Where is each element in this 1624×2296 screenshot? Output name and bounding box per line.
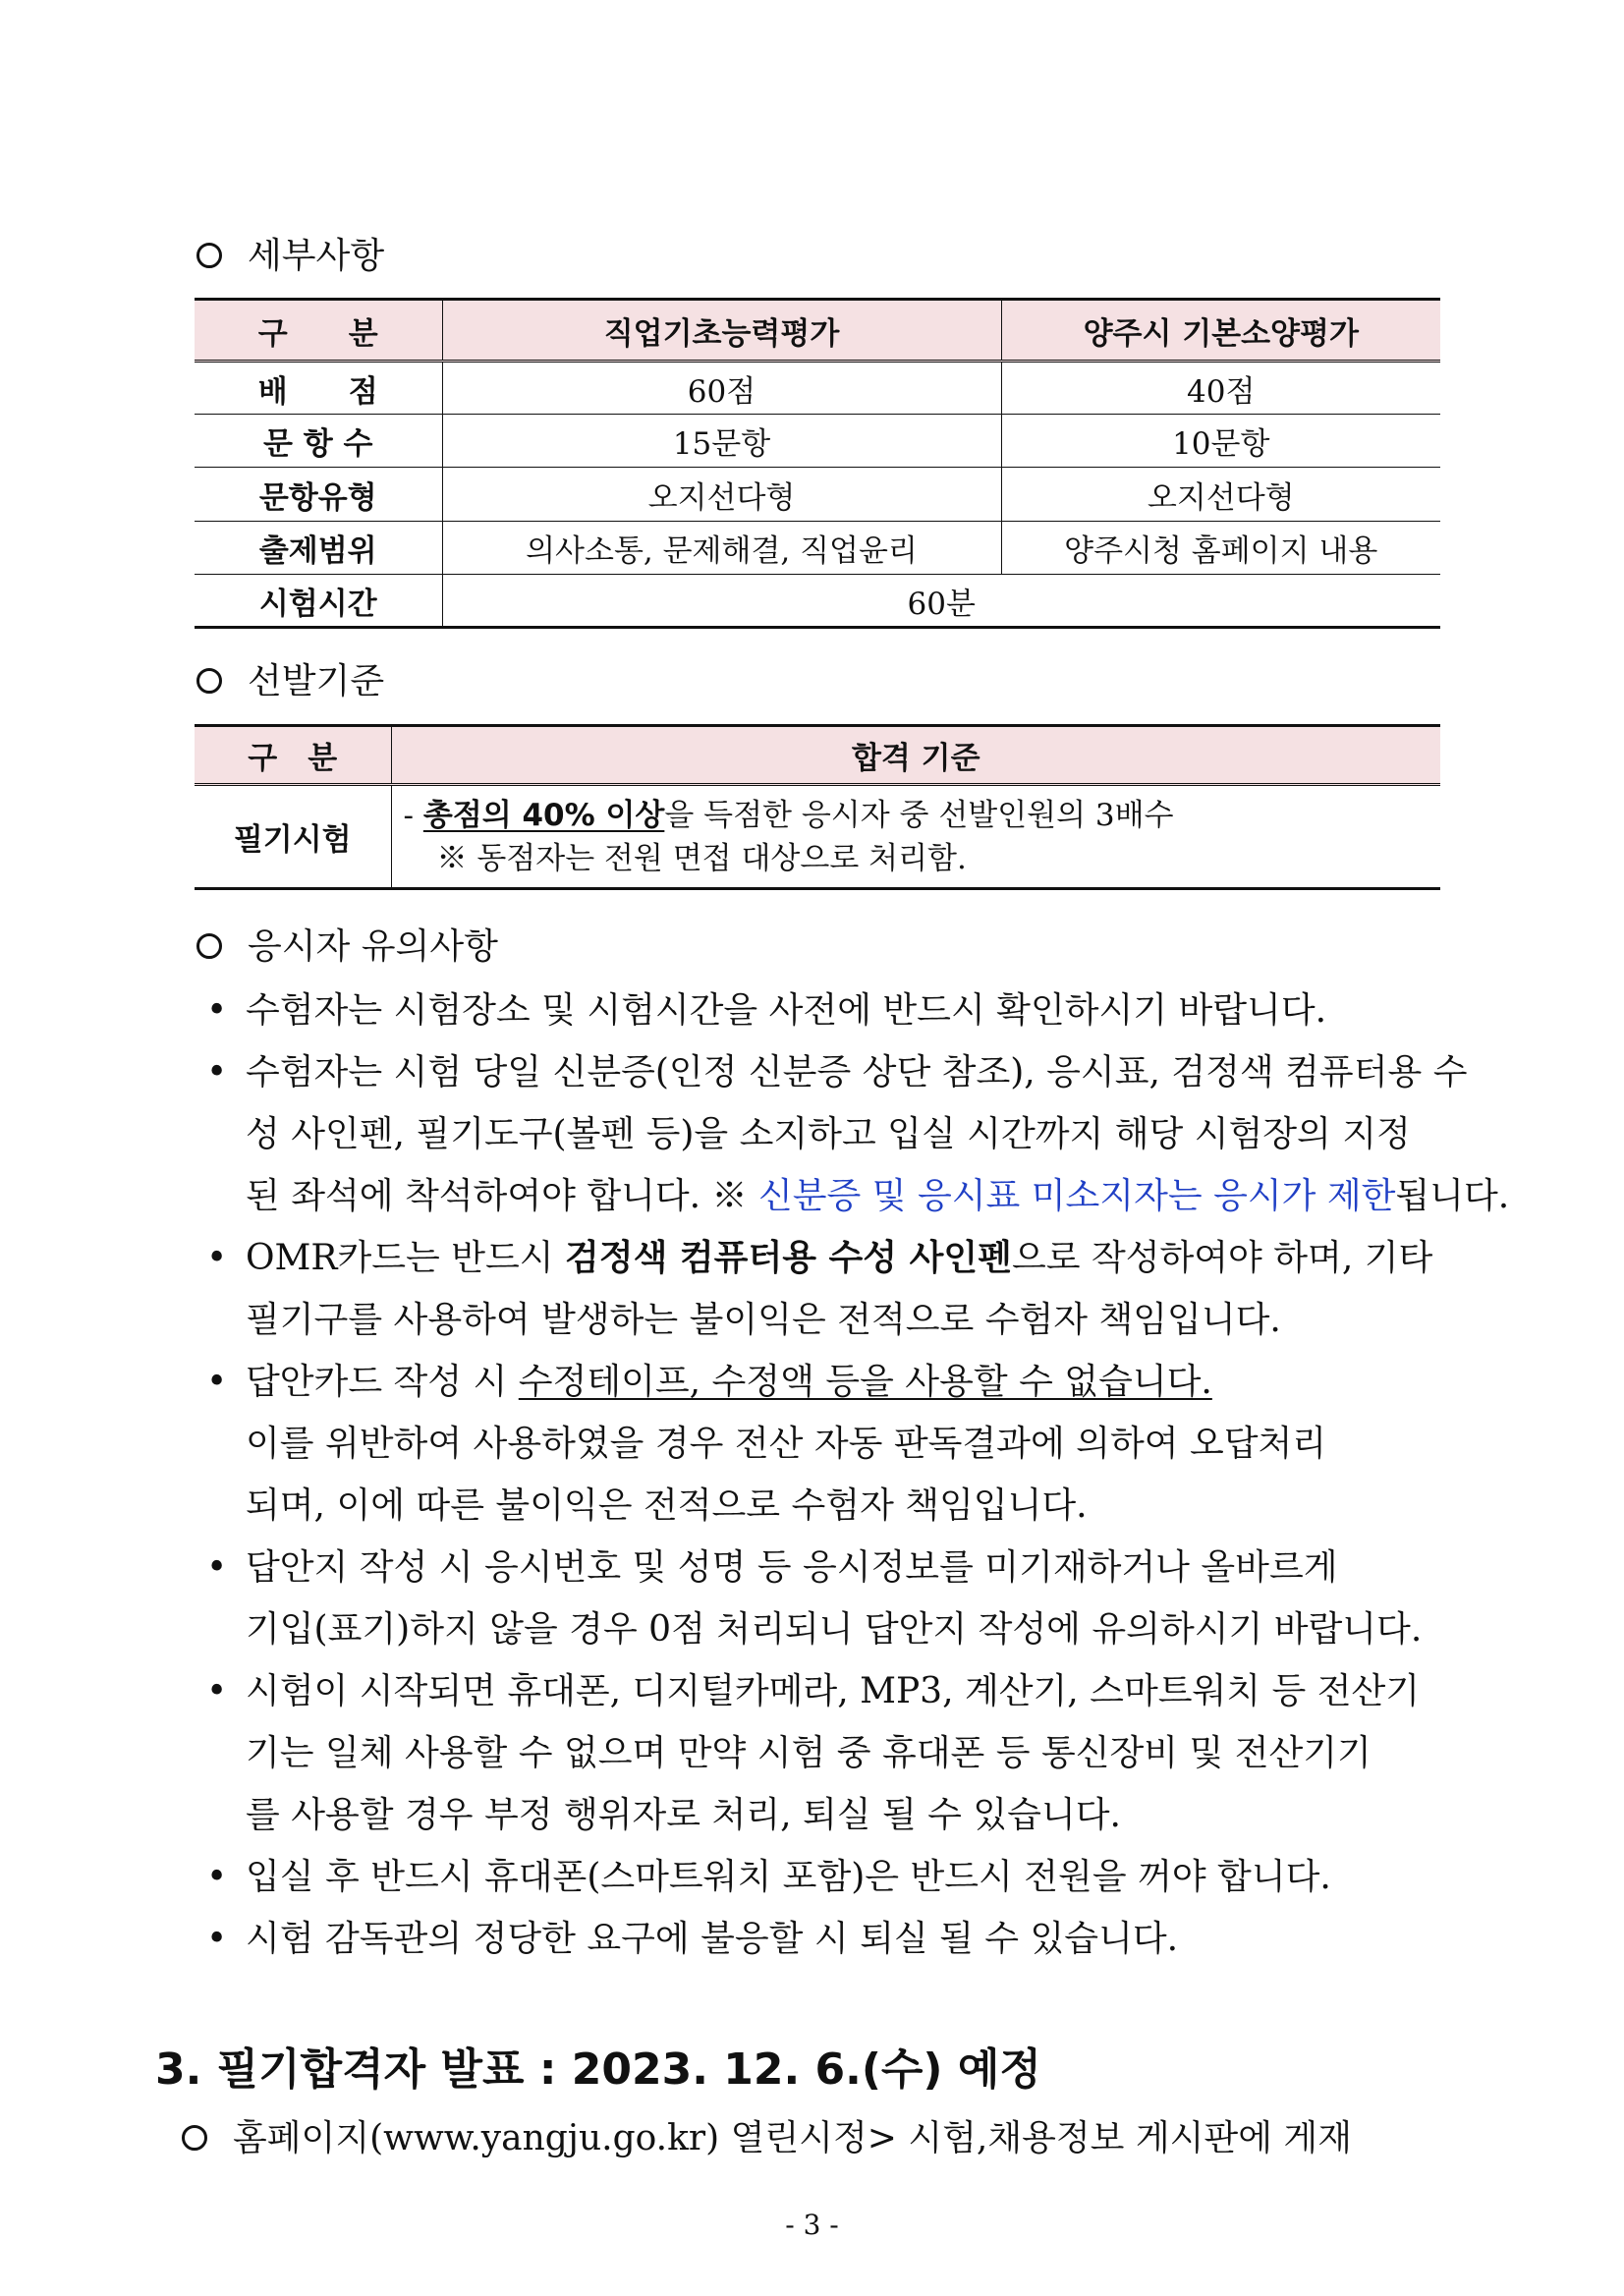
list-item — [206, 1044, 1467, 1094]
row-label: 문 항 수 — [195, 415, 442, 468]
row-label: 배 점 — [195, 362, 442, 415]
note-text: 수험자는 시험장소 및 시험시간을 사전에 반드시 확인하시기 바랍니다. — [246, 990, 1327, 1031]
table-cell: 60점 — [442, 362, 1001, 415]
table-header-cell: 구 분 — [195, 300, 442, 362]
row-label: 시험시간 — [195, 575, 442, 628]
criteria-table — [195, 724, 1440, 890]
announcement-title: 3. 필기합격자 발표 : 2023. 12. 6.(수) 예정 — [155, 2044, 1041, 2095]
table-header-cell: 구 분 — [195, 726, 391, 785]
bullet-icon: • — [206, 1547, 228, 1588]
list-item — [206, 982, 1326, 1033]
table-cell: 오지선다형 — [442, 468, 1001, 522]
list-item — [206, 1540, 1338, 1590]
list-item — [206, 1354, 1212, 1404]
details-heading-text: 세부사항 — [248, 236, 385, 276]
criteria-heading — [196, 653, 384, 703]
table-header-cell: 합격 기준 — [391, 726, 1440, 785]
note-continuation: 기는 일체 사용할 수 없으며 만약 시험 중 휴대폰 등 통신장비 및 전산기기 — [246, 1733, 1372, 1773]
table-header-cell: 직업기초능력평가 — [442, 300, 1001, 362]
circle-bullet-icon — [196, 933, 222, 959]
list-item — [206, 1849, 1331, 1899]
criteria-emphasis: 총점의 40% 이상 — [422, 797, 665, 833]
note-underline: 수정테이프, 수정액 등을 사용할 수 없습니다. — [518, 1362, 1212, 1402]
note-continuation: 성 사인펜, 필기도구(볼펜 등)을 소지하고 입실 시간까지 해당 시험장의 지정 — [246, 1114, 1411, 1154]
page-number: - 3 - — [785, 2209, 839, 2241]
list-item — [206, 1911, 1178, 1961]
note-continuation: 기입(표기)하지 않을 경우 0점 처리되니 답안지 작성에 유의하시기 바랍니다. — [246, 1609, 1423, 1650]
table-header-row — [195, 300, 1440, 362]
table-cell: 오지선다형 — [1001, 468, 1440, 522]
table-cell: 10문항 — [1001, 415, 1440, 468]
table-row — [195, 468, 1440, 522]
note-continuation: 를 사용할 경우 부정 행위자로 처리, 퇴실 될 수 있습니다. — [246, 1795, 1121, 1835]
criteria-heading-text: 선발기준 — [248, 661, 385, 701]
note-continuation — [246, 1168, 1509, 1218]
criteria-line — [404, 794, 1441, 837]
note-text: 시험 감독관의 정당한 요구에 불응할 시 퇴실 될 수 있습니다. — [246, 1919, 1179, 1959]
criteria-cell — [391, 785, 1440, 889]
list-item — [206, 1663, 1420, 1713]
table-header-cell: 양주시 기본소양평가 — [1001, 300, 1440, 362]
note-text: 수험자는 시험 당일 신분증(인정 신분증 상단 참조), 응시표, 검정색 컴퓨터용 수 — [246, 1052, 1468, 1092]
row-label: 문항유형 — [195, 468, 442, 522]
table-header-row — [195, 726, 1440, 785]
note-text: OMR카드는 반드시 — [246, 1238, 566, 1278]
criteria-text: 을 득점한 응시자 중 선발인원의 3배수 — [664, 797, 1174, 833]
bullet-icon: • — [206, 1362, 228, 1402]
row-label: 출제범위 — [195, 522, 442, 575]
warning-text: 신분증 및 응시표 미소지자는 응시가 제한 — [757, 1176, 1396, 1216]
bullet-icon: • — [206, 1857, 228, 1897]
criteria-note: ※ 동점자는 전원 면접 대상으로 처리함. — [436, 840, 967, 876]
table-cell: 40점 — [1001, 362, 1440, 415]
table-row — [195, 575, 1440, 628]
bullet-icon: • — [206, 1919, 228, 1959]
circle-bullet-icon — [196, 668, 222, 694]
note-text: 답안카드 작성 시 — [246, 1362, 519, 1402]
table-row — [195, 785, 1440, 889]
circle-bullet-icon — [196, 243, 222, 268]
table-cell: 양주시청 홈페이지 내용 — [1001, 522, 1440, 575]
announcement-line — [182, 2110, 1352, 2160]
details-heading — [196, 228, 384, 278]
note-text: 시험이 시작되면 휴대폰, 디지털카메라, MP3, 계산기, 스마트워치 등 전산기 — [246, 1671, 1421, 1711]
dash-marker: - — [403, 797, 423, 833]
table-row — [195, 522, 1440, 575]
table-row — [195, 415, 1440, 468]
note-text: 됩니다. — [1395, 1176, 1510, 1216]
table-cell: 의사소통, 문제해결, 직업윤리 — [442, 522, 1001, 575]
notes-heading-text: 응시자 유의사항 — [248, 926, 498, 967]
details-table — [195, 298, 1440, 629]
announcement-text: 홈페이지(www.yangju.go.kr) 열린시정> 시험,채용정보 게시판에 게재 — [233, 2118, 1352, 2158]
note-text: 답안지 작성 시 응시번호 및 성명 등 응시정보를 미기재하거나 올바르게 — [246, 1547, 1338, 1588]
notes-heading — [196, 919, 498, 969]
note-text: 으로 작성하여야 하며, 기타 — [1011, 1238, 1433, 1278]
bullet-icon: • — [206, 990, 228, 1031]
note-emphasis: 검정색 컴퓨터용 수성 사인펜 — [565, 1238, 1012, 1278]
bullet-icon: • — [206, 1052, 228, 1092]
bullet-icon: • — [206, 1671, 228, 1711]
table-cell: 60분 — [907, 586, 976, 622]
table-row — [195, 362, 1440, 415]
list-item — [206, 1230, 1432, 1280]
note-text: 입실 후 반드시 휴대폰(스마트워치 포함)은 반드시 전원을 꺼야 합니다. — [246, 1857, 1331, 1897]
note-continuation: 이를 위반하여 사용하였을 경우 전산 자동 판독결과에 의하여 오답처리 — [246, 1424, 1327, 1464]
note-text: 된 좌석에 착석하여야 합니다. ※ — [246, 1176, 758, 1216]
note-continuation: 필기구를 사용하여 발생하는 불이익은 전적으로 수험자 책임입니다. — [246, 1300, 1281, 1340]
table-cell: 15문항 — [442, 415, 1001, 468]
circle-bullet-icon — [182, 2125, 207, 2151]
bullet-icon: • — [206, 1238, 228, 1278]
note-continuation: 되며, 이에 따른 불이익은 전적으로 수험자 책임입니다. — [246, 1485, 1088, 1526]
row-label: 필기시험 — [195, 785, 391, 889]
